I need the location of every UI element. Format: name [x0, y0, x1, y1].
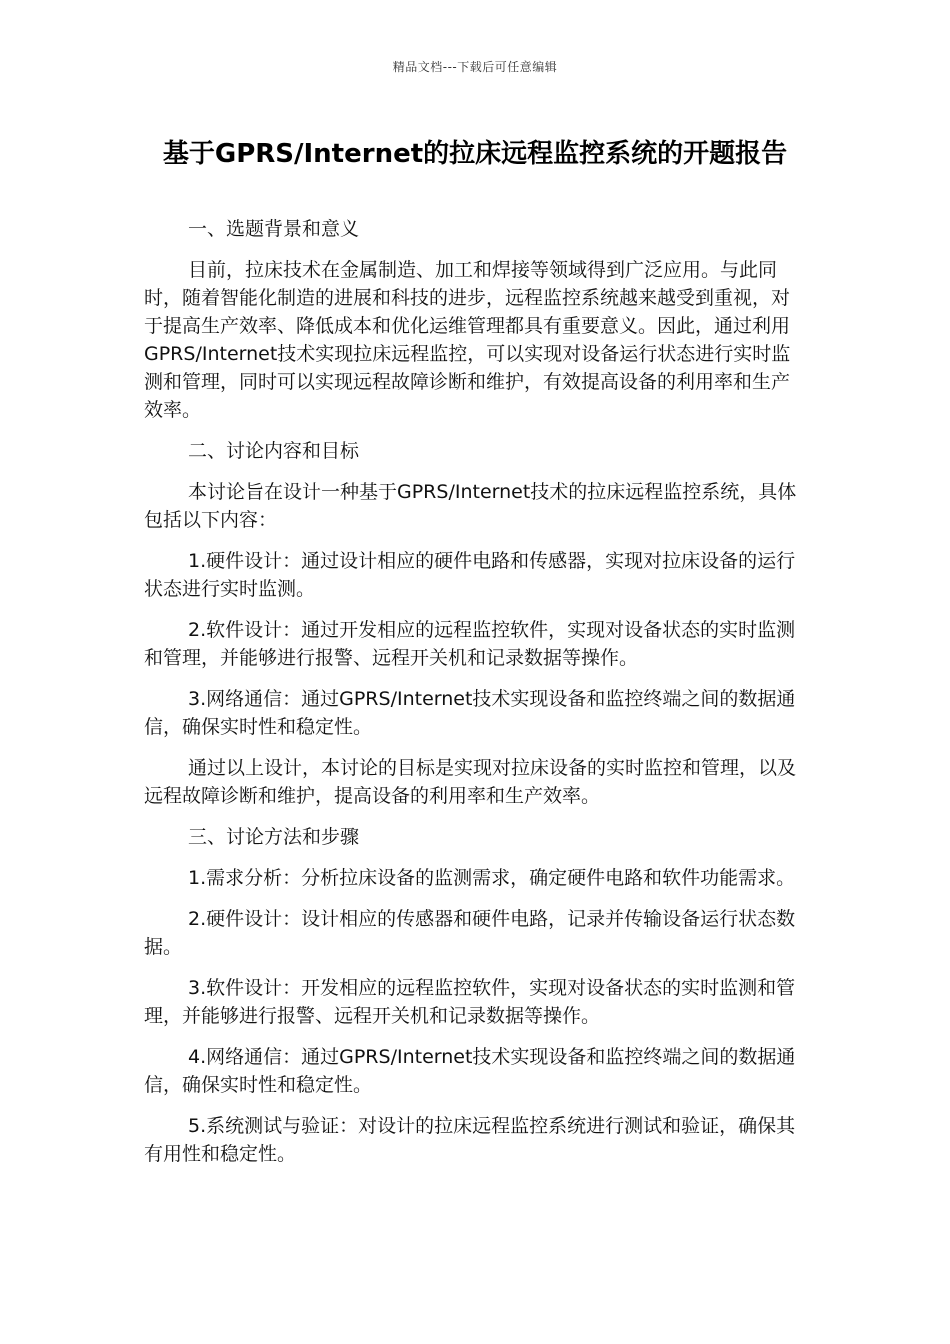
document-body	[144, 215, 808, 1181]
paragraph: 3.网络通信：通过GPRS/Internet技术实现设备和监控终端之间的数据通信，确保实时性和稳定性。	[144, 688, 796, 738]
paragraph: 目前，拉床技术在金属制造、加工和焊接等领域得到广泛应用。与此同时，随着智能化制造的进展和科技的进步，远程监控系统越来越受到重视，对于提高生产效率、降低成本和优化运维管理都具有重要意义。因此，通过利用GPRS/Internet技术实现拉床远程监控，可以实现对设备运行状态进行实时监测和管理，同时可以实现远程故障诊断和维护，有效提高设备的利用率和生产效率。	[144, 259, 791, 421]
paragraph: 3.软件设计：开发相应的远程监控软件，实现对设备状态的实时监测和管理，并能够进行报警、远程开关机和记录数据等操作。	[144, 977, 796, 1027]
paragraph: 5.系统测试与验证：对设计的拉床远程监控系统进行测试和验证，确保其有用性和稳定性。	[144, 1115, 796, 1165]
header-note: 精品文档---下载后可任意编辑	[392, 60, 558, 74]
paragraph: 1.需求分析：分析拉床设备的监测需求，确定硬件电路和软件功能需求。	[188, 867, 796, 889]
section-heading-content-goals: 二、讨论内容和目标	[188, 440, 360, 462]
paragraph: 1.硬件设计：通过设计相应的硬件电路和传感器，实现对拉床设备的运行状态进行实时监测。	[144, 550, 796, 600]
paragraph: 2.软件设计：通过开发相应的远程监控软件，实现对设备状态的实时监测和管理，并能够进行报警、远程开关机和记录数据等操作。	[144, 619, 796, 669]
paragraph: 2.硬件设计：设计相应的传感器和硬件电路，记录并传输设备运行状态数据。	[144, 908, 796, 958]
section-heading-background: 一、选题背景和意义	[188, 218, 360, 240]
paragraph: 通过以上设计，本讨论的目标是实现对拉床设备的实时监控和管理，以及远程故障诊断和维护，提高设备的利用率和生产效率。	[144, 757, 797, 807]
paragraph: 本讨论旨在设计一种基于GPRS/Internet技术的拉床远程监控系统，具体包括以下内容：	[144, 481, 797, 531]
document-title: 基于GPRS/Internet的拉床远程监控系统的开题报告	[162, 139, 788, 169]
paragraph: 4.网络通信：通过GPRS/Internet技术实现设备和监控终端之间的数据通信，确保实时性和稳定性。	[144, 1046, 796, 1096]
section-heading-methods-steps: 三、讨论方法和步骤	[188, 826, 360, 848]
